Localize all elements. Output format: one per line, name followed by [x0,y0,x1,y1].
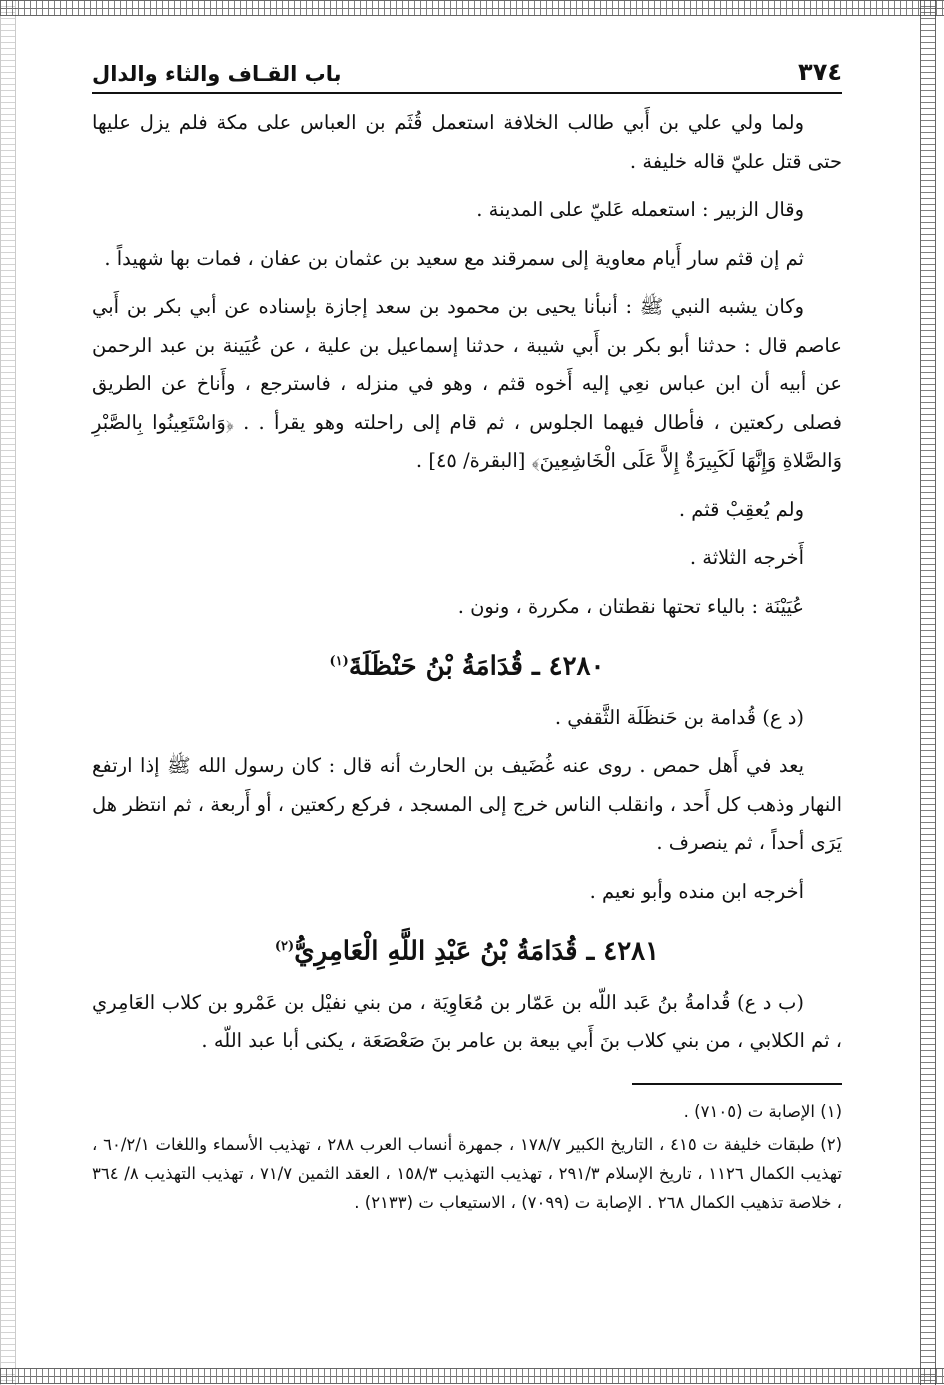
paragraph: أَخرجه الثلاثة . [689,546,804,569]
top-ornamental-border [0,0,944,16]
paragraph: (ب د ع) قُدامةُ بنُ عَبد اللّه بن عَمّار بن مُعَاوِيَة ، من بني نفيْل بن عَمْرو بن كلاب العَامِري ، ثم الكلابي ، من بني كلاب بنَ أَبي بيعة بن عامر بنَ صَعْصَعَة ، يكنى أبا عبد اللّه . [92,990,842,1053]
entry-heading [92,640,842,689]
page-number: ٣٧٤ [798,58,842,86]
section-title: باب القـاف والثاء والدال [92,62,342,86]
paragraph: ثم إن قثم سار أَيام معاوية إلى سمرقند مع سعيد بن عثمان بن عفان ، فمات بها شهيداً . [104,246,804,270]
paragraph: (د ع) قُدامة بن حَنظَلَة الثَّقفي . [554,705,804,729]
left-ornamental-border [0,0,16,1385]
footnote: (١) الإصابة ت (٧١٠٥) . [683,1101,842,1121]
footnote: (٢) طبقات خليفة ت ٤١٥ ، التاريخ الكبير ١٧٨/٧ ، جمهرة أنساب العرب ٢٨٨ ، تهذيب الأسماء واللغات ٦٠/٢/١ ، تهذيب الكمال ١١٢٦ ، تاريخ الإسلام ٢٩١/٣ ، تهذيب التهذيب ١٥٨/٣ ، العقد الثمين ٧١/٧ ، تهذيب التهذيب ٨/ ٣٦٤ ، خلاصة تذهيب الكمال ٢٦٨ . الإصابة ت (٧٠٩٩) ، الاستيعاب ت (٢١٣٣) . [92,1134,842,1212]
paragraph: عُيَيْنَة : بالياء تحتها نقطتان ، مكررة ، ونون . [457,594,804,618]
paragraph: ولما ولي علي بن أَبي طالب الخلافة استعمل قُثَم بن العباس على مكة فلم يزل عليها حتى قتل عليّ قاله خليفة . [92,111,842,173]
main-text [92,104,842,1061]
entry-heading [92,925,842,974]
footnote-marker: (١) [329,654,349,669]
entry-heading-text: ٤٢٨٠ ـ قُدَامَةُ بْنُ حَنْظَلَةَ [348,651,605,682]
footnote-marker: (٢) [274,939,295,955]
bottom-ornamental-border [0,1368,944,1384]
paragraph: وكان يشبه النبي ﷺ : أنبأنا يحيى بن محمود بن سعد إجازة بإسناده عن أبي بكر بن أَبي عاصم قال : حدثنا أبو بكر بن أَبي شيبة ، حدثنا إسماعيل بن علية ، عن عُيَينة بن عبد الرحمن عن أبيه أن ابن عباس نعِي إليه أَخوه قثم ، وهو في منزله ، فاسترجع ، وأَناخ عن الطريق فصلى ركعتين ، فأطال فيهما الجلوس ، ثم قام إلى راحلته وهو يقرأ . . ﴿وَاسْتَعِينُوا بِالصَّبْرِ وَالصَّلاةِ وَإِنَّهَا لَكَبِيرَةٌ إِلاَّ عَلَى الْخَاشِعِينَ﴾ [البقرة/ ٤٥] . [92,295,842,472]
book-page [92,52,842,1221]
paragraph: وقال الزبير : استعمله عَليّ على المدينة . [476,198,804,221]
right-ornamental-border [920,0,936,1385]
paragraph: يعد في أَهل حمص . روى عنه غُضَيف بن الحارث أنه قال : كان رسول الله ﷺ إذا ارتفع النهار وذهب كل أَحد ، وانقلب الناس خرج إلى المسجد ، فركع ركعتين ، أو أَربعة ، ثم انتظر هل يَرَى أحداً ، ثم ينصرف . [92,754,842,855]
footnotes [92,1083,842,1217]
paragraph: ولم يُعقِبْ قثم . [678,497,804,521]
paragraph: أخرجه ابن منده وأبو نعيم . [589,879,804,903]
footnote-divider [632,1083,842,1085]
running-header [92,52,842,94]
entry-heading-text: ٤٢٨١ ـ قُدَامَةُ بْنُ عَبْدِ اللَّهِ الْعَامِرِيُّ [294,936,660,967]
